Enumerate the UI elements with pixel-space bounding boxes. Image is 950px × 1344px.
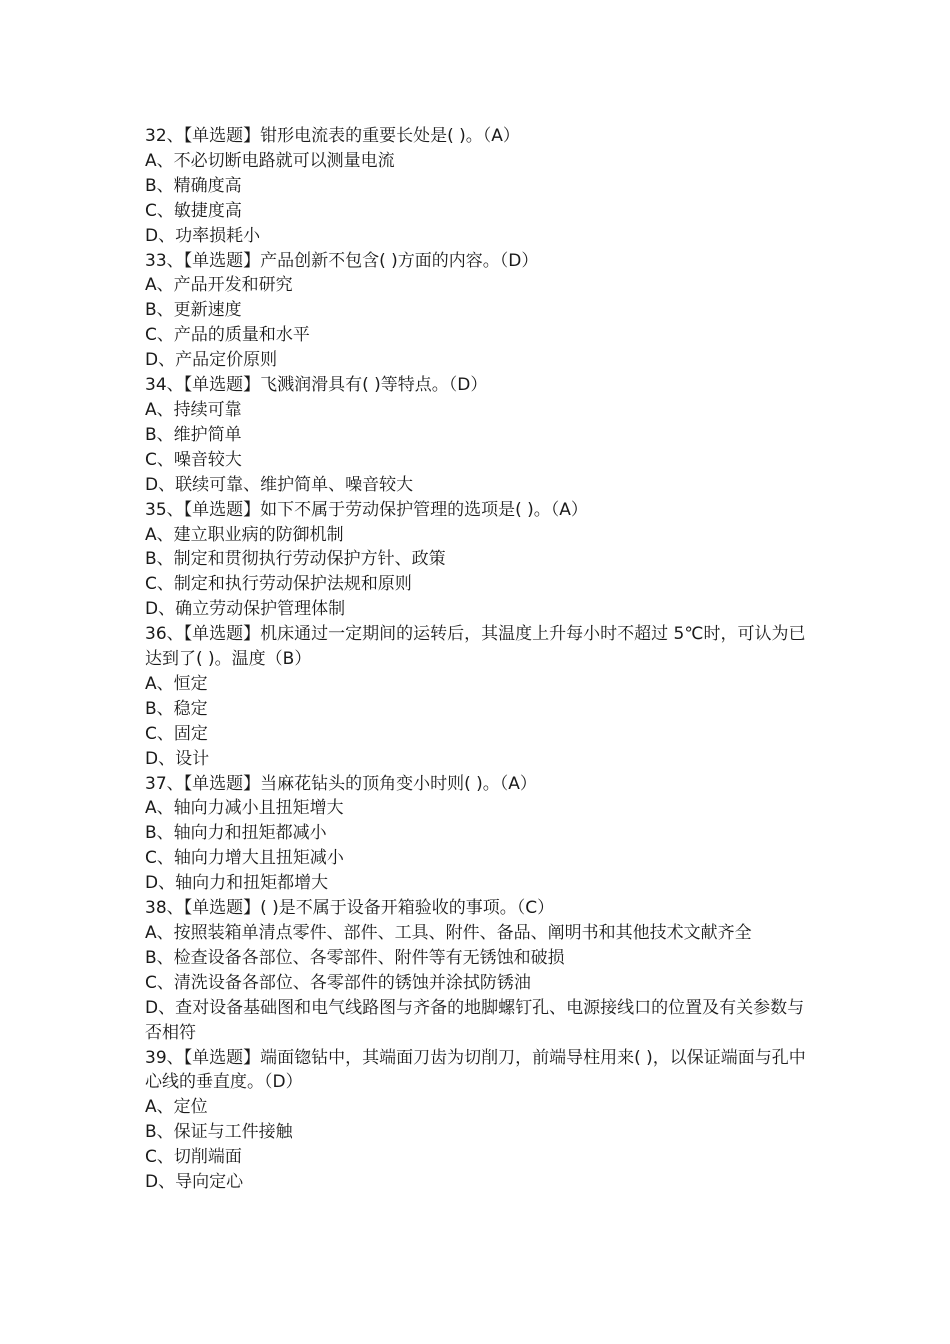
document-page [145, 124, 817, 1195]
option-a: A、定位 [145, 1097, 208, 1118]
option-d: D、查对设备基础图和电气线路图与齐备的地脚螺钉孔、电源接线口的位置及有关参数与否相符 [145, 997, 805, 1043]
option-c: C、切削端面 [145, 1147, 242, 1168]
option-a: A、持续可靠 [145, 399, 242, 420]
question-text: 34、【单选题】飞溅润滑具有( )等特点。（D） [145, 375, 488, 396]
option-a: A、建立职业病的防御机制 [145, 524, 344, 545]
question-text: 39、【单选题】端面锪钻中，其端面刀齿为切削刀，前端导柱用来( )，以保证端面与孔中心线的垂直度。（D） [145, 1047, 806, 1093]
option-c: C、敏捷度高 [145, 200, 242, 221]
question-32 [145, 124, 817, 249]
option-a: A、按照装箱单清点零件、部件、工具、附件、备品、阐明书和其他技术文献齐全 [145, 923, 752, 943]
option-d: D、功率损耗小 [145, 225, 261, 246]
option-b: B、稳定 [145, 698, 208, 719]
question-text: 32、【单选题】钳形电流表的重要长处是( )。（A） [145, 126, 520, 146]
option-b: B、更新速度 [145, 300, 242, 321]
option-d: D、确立劳动保护管理体制 [145, 599, 346, 620]
question-33 [145, 249, 817, 374]
option-c: C、产品的质量和水平 [145, 325, 310, 346]
option-c: C、轴向力增大且扭矩减小 [145, 848, 344, 869]
option-a: A、不必切断电路就可以测量电流 [145, 150, 395, 171]
question-text: 35、【单选题】如下不属于劳动保护管理的选项是( )。（A） [145, 499, 588, 520]
option-c: C、固定 [145, 723, 208, 744]
option-a: A、产品开发和研究 [145, 275, 293, 296]
option-b: B、轴向力和扭矩都减小 [145, 823, 327, 844]
option-b: B、维护简单 [145, 424, 242, 445]
question-text: 38、【单选题】( )是不属于设备开箱验收的事项。（C） [145, 898, 555, 919]
option-d: D、设计 [145, 748, 210, 769]
question-37 [145, 772, 817, 897]
question-35 [145, 498, 817, 623]
option-a: A、恒定 [145, 673, 208, 694]
option-d: D、轴向力和扭矩都增大 [145, 873, 329, 894]
option-c: C、制定和执行劳动保护法规和原则 [145, 574, 412, 595]
question-38 [145, 896, 817, 1045]
question-36 [145, 622, 817, 771]
option-a: A、轴向力减小且扭矩增大 [145, 798, 344, 819]
question-text: 37、【单选题】当麻花钻头的顶角变小时则( )。（A） [145, 773, 537, 794]
option-b: B、检查设备各部位、各零部件、附件等有无锈蚀和破损 [145, 947, 565, 968]
option-b: B、保证与工件接触 [145, 1122, 293, 1143]
option-d: D、联续可靠、维护简单、噪音较大 [145, 474, 414, 495]
option-d: D、导向定心 [145, 1172, 244, 1193]
question-text: 36、【单选题】机床通过一定期间的运转后，其温度上升每小时不超过 5℃时，可认为已达到了( )。温度（B） [145, 624, 806, 670]
option-c: C、清洗设备各部位、各零部件的锈蚀并涂拭防锈油 [145, 972, 531, 993]
option-c: C、噪音较大 [145, 449, 242, 470]
question-39 [145, 1046, 817, 1195]
option-b: B、制定和贯彻执行劳动保护方针、政策 [145, 549, 446, 570]
question-text: 33、【单选题】产品创新不包含( )方面的内容。（D） [145, 250, 539, 271]
option-b: B、精确度高 [145, 175, 242, 196]
question-34 [145, 373, 817, 498]
option-d: D、产品定价原则 [145, 350, 278, 371]
